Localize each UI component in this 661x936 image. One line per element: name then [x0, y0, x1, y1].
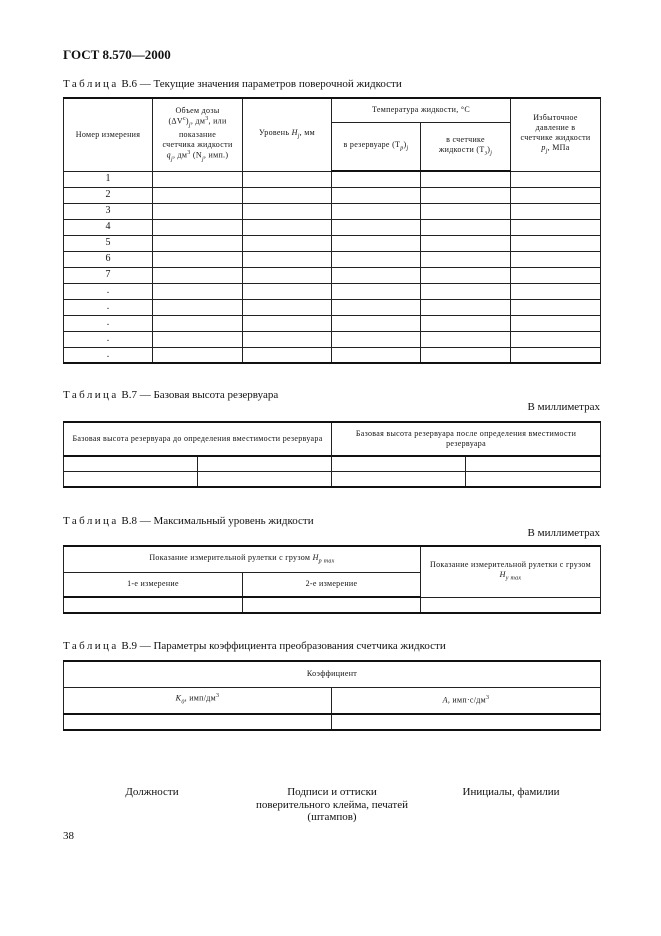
table-b8-caption: [63, 515, 314, 527]
table-row: [64, 315, 601, 331]
table-b7-caption: [63, 389, 278, 401]
table-cell: [243, 331, 332, 347]
row-number: 4: [64, 219, 153, 235]
table-cell: [421, 347, 511, 363]
table-cell: [332, 714, 601, 730]
table-cell: [421, 171, 511, 187]
table-cell: [243, 251, 332, 267]
table-cell: [511, 171, 601, 187]
col-header-temperature: Температура жидкости, °С: [332, 98, 511, 122]
table-cell: [332, 219, 421, 235]
table-cell: [421, 331, 511, 347]
table-row: [64, 251, 601, 267]
col-header-base-height-after: Базовая высота резервуара после определения вместимости резервуара: [332, 422, 601, 456]
row-number: .: [64, 299, 153, 315]
table-cell: [511, 203, 601, 219]
table-cell: [511, 267, 601, 283]
table-cell: [64, 597, 243, 613]
table-cell: [421, 299, 511, 315]
col-header-first-measurement: 1-е измерение: [64, 572, 243, 597]
col-header-pressure: Избыточное давление в счетчике жидкости $р_j$, МПа: [511, 98, 601, 171]
table-cell: [153, 235, 243, 251]
row-number: 6: [64, 251, 153, 267]
col-header-a: A, $имп\cdot с/дм^3$: [332, 687, 601, 714]
col-header-temp-meter: в счетчике жидкости $(T_з)_j$: [421, 122, 511, 171]
table-cell: [64, 471, 198, 487]
signature-positions: Должности: [125, 786, 179, 798]
table-cell: [332, 471, 466, 487]
table-cell: [511, 331, 601, 347]
table-b6: [63, 97, 601, 364]
table-cell: [511, 219, 601, 235]
table-cell: [153, 299, 243, 315]
document-header: ГОСТ 8.570—2000: [63, 47, 171, 62]
table-b7: [63, 421, 601, 488]
caption-word: Таблица: [63, 515, 119, 527]
table-cell: [332, 187, 421, 203]
caption-text: В.6 — Текущие значения параметров поверочной жидкости: [121, 78, 402, 90]
table-b9-caption: [63, 640, 446, 652]
table-row: [64, 203, 601, 219]
caption-word: Таблица: [63, 640, 119, 652]
table-cell: [332, 456, 466, 471]
table-cell: [421, 267, 511, 283]
table-cell: [153, 251, 243, 267]
table-cell: [243, 171, 332, 187]
table-row: [64, 331, 601, 347]
caption-text: В.8 — Максимальный уровень жидкости: [121, 515, 314, 527]
table-cell: [511, 251, 601, 267]
table-cell: [466, 456, 601, 471]
table-cell: [243, 219, 332, 235]
table-cell: [332, 299, 421, 315]
page-number: 38: [63, 830, 74, 842]
table-cell: [243, 187, 332, 203]
table-cell: [153, 171, 243, 187]
col-header-level: Уровень $H_j$, мм: [243, 98, 332, 171]
table-cell: [243, 299, 332, 315]
table-b8-units: В миллиметрах: [527, 527, 600, 539]
table-cell: [421, 283, 511, 299]
table-cell: [332, 283, 421, 299]
table-cell: [421, 315, 511, 331]
table-cell: [243, 235, 332, 251]
col-header-second-measurement: 2-е измерение: [243, 572, 421, 597]
row-number: 5: [64, 235, 153, 251]
table-row: [64, 267, 601, 283]
col-header-temp-tank: в резервуаре $(T_р)_j$: [332, 122, 421, 171]
table-cell: [153, 267, 243, 283]
table-cell: [332, 251, 421, 267]
table-cell: [332, 331, 421, 347]
table-cell: [511, 299, 601, 315]
table-cell: [511, 283, 601, 299]
row-number: .: [64, 315, 153, 331]
signature-names: Инициалы, фамилии: [462, 786, 560, 798]
caption-word: Таблица: [63, 389, 119, 401]
table-cell: [332, 171, 421, 187]
table-row: [64, 187, 601, 203]
table-b9: [63, 660, 601, 731]
table-cell: [153, 283, 243, 299]
table-cell: [243, 597, 421, 613]
col-header-tape-reading-y: Показание измерительной рулетки с грузом $H_{у max}$: [421, 546, 601, 597]
table-cell: [243, 283, 332, 299]
table-b6-caption: [63, 78, 402, 90]
table-cell: [243, 203, 332, 219]
table-cell: [153, 315, 243, 331]
table-cell: [153, 203, 243, 219]
table-cell: [511, 187, 601, 203]
table-row: [64, 347, 601, 363]
row-number: .: [64, 283, 153, 299]
table-cell: [421, 235, 511, 251]
table-cell: [332, 203, 421, 219]
table-cell: [421, 203, 511, 219]
col-header-dose: Объем дозы $(\Delta V^с)_j$, $дм^3$, или показание счетчика жидкости $q_j$, $дм^3$ ($N_j$, имп.): [153, 98, 243, 171]
table-cell: [332, 315, 421, 331]
col-header-number: Номер измерения: [64, 98, 153, 171]
col-header-k0: $K_0$, имп/$дм^3$: [64, 687, 332, 714]
table-cell: [153, 331, 243, 347]
table-cell: [332, 347, 421, 363]
table-cell: [243, 267, 332, 283]
table-cell: [243, 315, 332, 331]
table-row: [64, 219, 601, 235]
table-row: [64, 299, 601, 315]
caption-text: В.9 — Параметры коэффициента преобразования счетчика жидкости: [121, 640, 446, 652]
table-cell: [198, 456, 332, 471]
col-header-tape-reading: Показание измерительной рулетки с грузом $H_{р max}$: [64, 546, 421, 572]
table-b8: [63, 545, 601, 614]
table-cell: [198, 471, 332, 487]
table-cell: [64, 456, 198, 471]
table-cell: [466, 471, 601, 487]
table-cell: [421, 219, 511, 235]
table-cell: [153, 187, 243, 203]
table-cell: [421, 597, 601, 613]
table-row: [64, 283, 601, 299]
row-number: .: [64, 347, 153, 363]
col-header-coefficient: Коэффициент: [64, 661, 601, 687]
table-cell: [64, 714, 332, 730]
table-cell: [511, 235, 601, 251]
table-cell: [511, 315, 601, 331]
table-cell: [421, 251, 511, 267]
row-number: .: [64, 331, 153, 347]
table-row: [64, 235, 601, 251]
table-cell: [332, 267, 421, 283]
caption-word: Таблица: [63, 78, 119, 90]
table-b7-units: В миллиметрах: [527, 401, 600, 413]
row-number: 3: [64, 203, 153, 219]
table-b6-body: [64, 171, 601, 363]
table-row: [64, 171, 601, 187]
table-cell: [243, 347, 332, 363]
table-cell: [332, 235, 421, 251]
signature-stamps: Подписи и оттиски поверительного клейма, печатей (штампов): [256, 786, 408, 824]
table-cell: [511, 347, 601, 363]
table-cell: [153, 219, 243, 235]
caption-text: В.7 — Базовая высота резервуара: [121, 389, 279, 401]
row-number: 7: [64, 267, 153, 283]
row-number: 2: [64, 187, 153, 203]
table-cell: [421, 187, 511, 203]
col-header-base-height-before: Базовая высота резервуара до определения вместимости резервуара: [64, 422, 332, 456]
row-number: 1: [64, 171, 153, 187]
table-cell: [153, 347, 243, 363]
